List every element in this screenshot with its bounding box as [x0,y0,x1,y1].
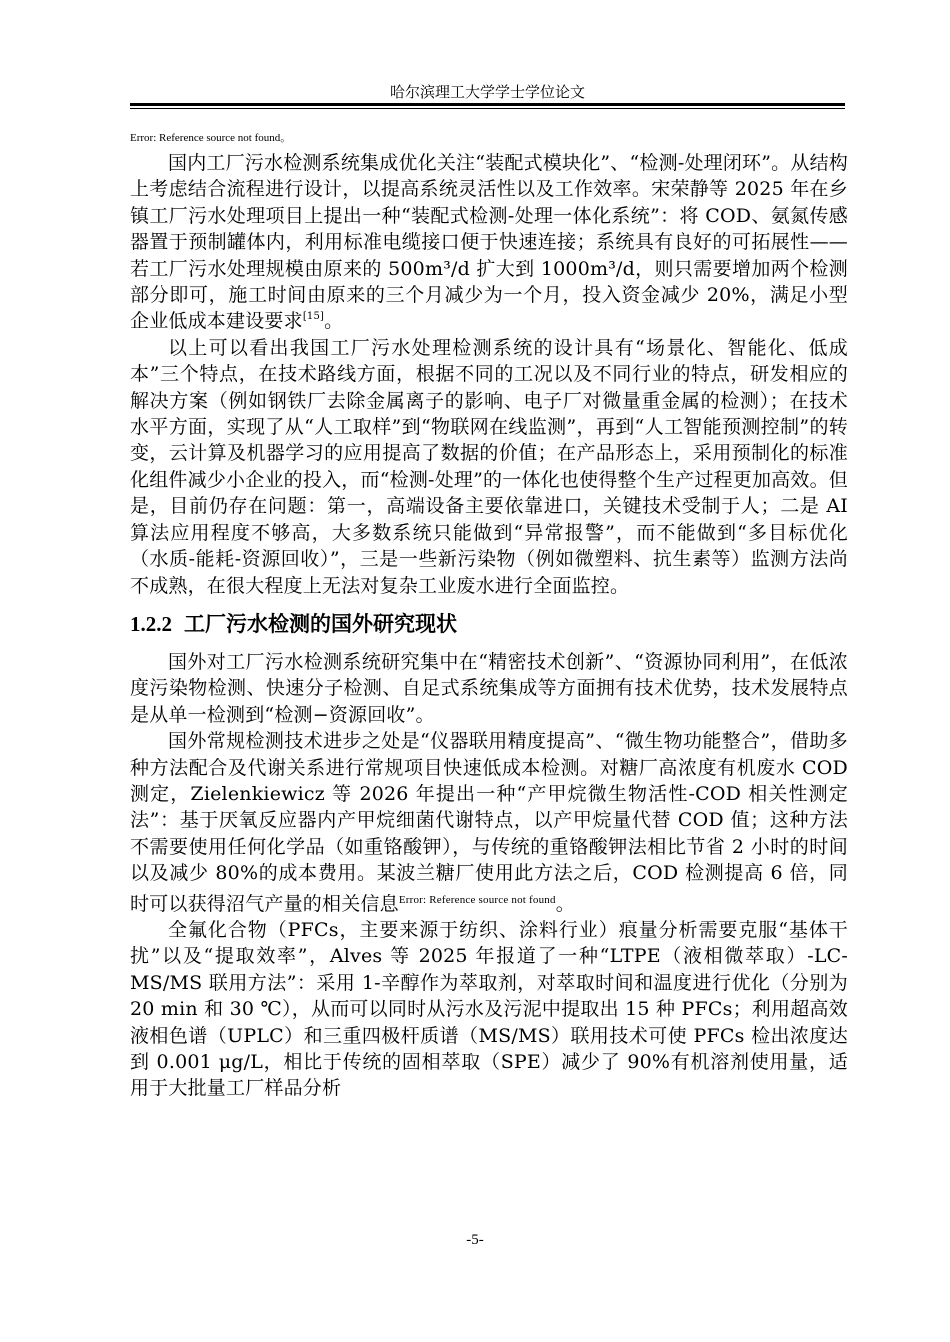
paragraph-pfc-analysis: 全氟化合物（PFCs，主要来源于纺织、涂料行业）痕量分析需要克服“基体干扰”以及“提取效率”，Alves 等 2025 年报道了一种“LTPE（液相微萃取）-LC-MS/MS 联用方法”：采用 1-辛醇作为萃取剂，对萃取时间和温度进行优化（分别为 20 min 和 30 ℃），从而可以同时从污水及污泥中提取出 15 种 PFCs；利用超高效液相色谱（UPLC）和三重四极杆质谱（MS/MS）联用技术可使 PFCs 检出浓度达到 0.001 μg/L，相比于传统的固相萃取（SPE）减少了 90%有机溶剂使用量，适用于大批量工厂样品分析 [130,918,848,1100]
header-rule-thin [130,108,845,109]
paragraph-foreign-conventional [130,728,848,917]
paragraph-end: 。 [324,310,344,333]
reference-error-note [130,128,848,150]
section-title: 工厂污水检测的国外研究现状 [184,611,457,636]
citation: [15] [302,311,325,323]
paragraph-foreign-overview: 国外对工厂污水检测系统研究集中在“精密技术创新”、“资源协同利用”，在低浓度污染物检测、快速分子检测、自足式系统集成等方面拥有技术优势，技术发展特点是从单一检测到“检测−资源回收”。 [130,650,848,726]
paragraph-domestic-summary: 以上可以看出我国工厂污水处理检测系统的设计具有“场景化、智能化、低成本”三个特点，在技术路线方面，根据不同的工况以及不同行业的特点，研发相应的解决方案（例如钢铁厂去除金属离子的影响、电子厂对微量重金属的检测）；在技术水平方面，实现了从“人工取样”到“物联网在线监测”，再到“人工智能预测控制”的转变，云计算及机器学习的应用提高了数据的价值；在产品形态上，采用预制化的标准化组件减少小企业的投入，而“检测-处理”的一体化也使得整个生产过程更加高效。但是，目前仍存在问题：第一，高端设备主要依靠进口，关键技术受制于人；二是 AI 算法应用程度不够高，大多数系统只能做到“异常报警”，而不能做到“多目标优化（水质-能耗-资源回收）”，三是一些新污染物（例如微塑料、抗生素等）监测方法尚不成熟，在很大程度上无法对复杂工业废水进行全面监控。 [130,336,848,597]
paragraph-domestic-integration [130,150,848,335]
reference-error-tail: 。 [280,132,292,144]
section-number: 1.2.2 [130,611,172,636]
paragraph-end: 。 [555,892,575,915]
section-heading [130,609,848,639]
page-body [130,128,848,1102]
page-number: -5- [466,1232,484,1248]
paragraph-text: 国外常规检测技术进步之处是“仪器联用精度提高”、“微生物功能整合”，借助多种方法配合及代谢关系进行常规项目快速低成本检测。对糖厂高浓度有机废水 COD 测定，Zielenkiewicz 等 2026 年提出一种“产甲烷微生物活性-COD 相关性测定法”：基于厌氧反应器内产甲烷细菌代谢特点，以产甲烷量代替 COD 值；这种方法不需要使用任何化学品（如重铬酸钾），与传统的重铬酸钾法相比节省 2 小时的时间以及减少 80%的成本费用。某波兰糖厂使用此方法之后，COD 检测提高 6 倍，同时可以获得沼气产量的相关信息 [130,730,848,915]
header-rule-thick [130,103,845,106]
reference-error-text: Error: Reference source not found [398,893,556,906]
running-header: 哈尔滨理工大学学士学位论文 [389,83,585,101]
reference-error-text: Error: Reference source not found [130,132,281,144]
paragraph-text: 国内工厂污水检测系统集成优化关注“装配式模块化”、“检测-处理闭环”。从结构上考虑结合流程进行设计，以提高系统灵活性以及工作效率。宋荣静等 2025 年在乡镇工厂污水处理项目上提出一种“装配式检测-处理一体化系统”：将 COD、氨氮传感器置于预制罐体内，利用标准电缆接口便于快速连接；系统具有良好的可拓展性——若工厂污水处理规模由原来的 500m³/d 扩大到 1000m³/d，则只需要增加两个检测部分即可，施工时间由原来的三个月减少为一个月，投入资金减少 20%，满足小型企业低成本建设要求 [130,152,848,333]
